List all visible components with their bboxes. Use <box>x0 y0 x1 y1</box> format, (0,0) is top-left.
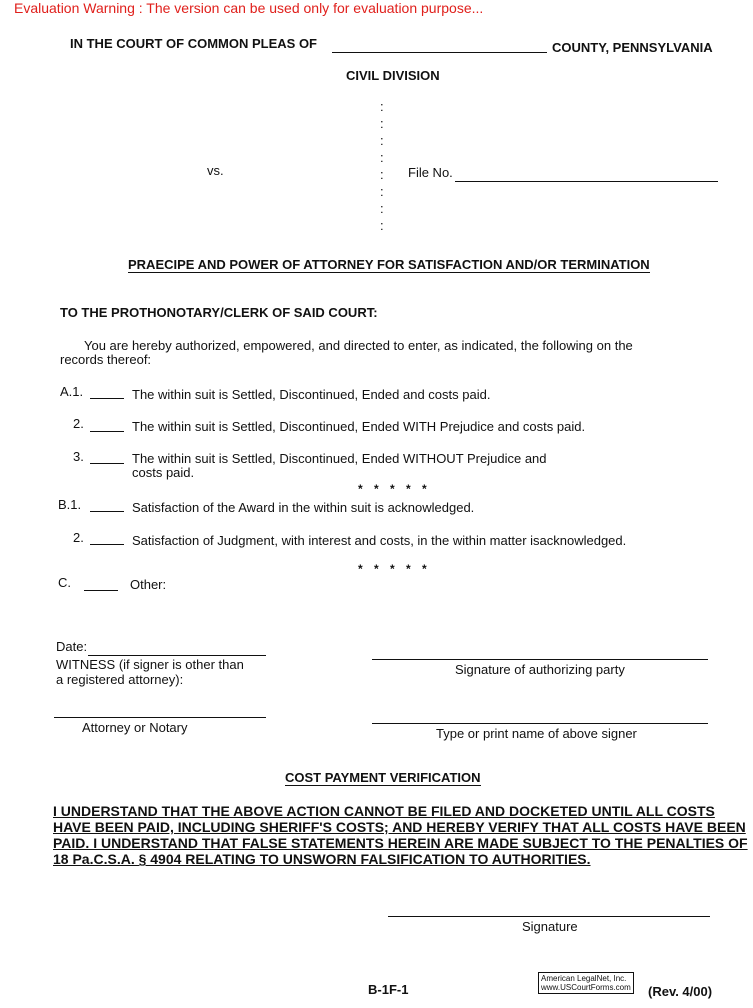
option-a2-blank[interactable] <box>90 431 124 432</box>
option-a2-text: The within suit is Settled, Discontinued, Ended WITH Prejudice and costs paid. <box>132 419 586 434</box>
cost-verification-heading: COST PAYMENT VERIFICATION <box>285 770 481 785</box>
final-signature-label: Signature <box>522 919 578 934</box>
date-field[interactable] <box>88 655 266 656</box>
option-a1-blank[interactable] <box>90 398 124 399</box>
attorney-signature-line[interactable] <box>54 717 266 718</box>
option-a3-label: 3. <box>73 449 84 464</box>
witness-label-2: a registered attorney): <box>56 672 184 687</box>
publisher-box <box>538 972 634 994</box>
file-no-label: File No. <box>408 165 453 180</box>
option-a3-blank[interactable] <box>90 463 124 464</box>
date-label: Date: <box>56 639 88 654</box>
separator-stars-2: * * * * * <box>358 562 431 576</box>
authorizing-signature-label: Signature of authorizing party <box>455 662 625 677</box>
intro-line-1: You are hereby authorized, empowered, and directed to enter, as indicated, the following on the <box>84 338 633 353</box>
form-title: PRAECIPE AND POWER OF ATTORNEY FOR SATISFACTION AND/OR TERMINATION <box>128 257 650 272</box>
witness-label-1: WITNESS (if signer is other than <box>56 657 244 672</box>
cost-line-1: I UNDERSTAND THAT THE ABOVE ACTION CANNOT BE FILED AND DOCKETED UNTIL ALL COSTS <box>53 803 715 819</box>
option-a2-label: 2. <box>73 416 84 431</box>
option-b1-label: B.1. <box>58 497 82 512</box>
option-a1-text: The within suit is Settled, Discontinued, Ended and costs paid. <box>132 387 491 402</box>
option-b2-blank[interactable] <box>90 544 124 545</box>
versus-label: vs. <box>207 163 224 178</box>
option-c-text: Other: <box>130 577 167 592</box>
option-a1-label: A.1. <box>60 384 84 399</box>
cost-line-4: 18 Pa.C.S.A. § 4904 RELATING TO UNSWORN FALSIFICATION TO AUTHORITIES. <box>53 851 591 867</box>
final-signature-line[interactable] <box>388 916 710 917</box>
option-b2-label: 2. <box>73 530 84 545</box>
publisher-url: www.USCourtForms.com <box>541 983 631 992</box>
option-b1-text: Satisfaction of the Award in the within suit is acknowledged. <box>132 500 475 515</box>
option-c-label: C. <box>58 575 71 590</box>
salutation: TO THE PROTHONOTARY/CLERK OF SAID COURT: <box>60 305 378 320</box>
evaluation-warning: Evaluation Warning : The version can be used only for evaluation purpose... <box>14 0 484 16</box>
authorizing-signature-line[interactable] <box>372 659 708 660</box>
county-name-field[interactable] <box>332 52 547 53</box>
court-heading: IN THE COURT OF COMMON PLEAS OF <box>70 36 317 51</box>
file-no-field[interactable] <box>455 181 718 182</box>
form-number: B-1F-1 <box>368 982 409 997</box>
print-name-line[interactable] <box>372 723 708 724</box>
option-b1-blank[interactable] <box>90 511 124 512</box>
print-name-label: Type or print name of above signer <box>436 726 637 741</box>
separator-stars-1: * * * * * <box>358 482 431 496</box>
intro-line-2: records thereof: <box>60 352 152 367</box>
publisher-name: American LegalNet, Inc. <box>541 974 627 983</box>
option-b2-text: Satisfaction of Judgment, with interest and costs, in the within matter isacknowledged. <box>132 533 627 548</box>
attorney-label: Attorney or Notary <box>82 720 188 735</box>
division-heading: CIVIL DIVISION <box>346 68 440 83</box>
cost-line-2: HAVE BEEN PAID, INCLUDING SHERIFF'S COSTS; AND HEREBY VERIFY THAT ALL COSTS HAVE BEEN <box>53 819 746 835</box>
option-a3-text: The within suit is Settled, Discontinued, Ended WITHOUT Prejudice and <box>132 451 547 466</box>
revision-label: (Rev. 4/00) <box>648 984 713 999</box>
cost-line-3: PAID. I UNDERSTAND THAT FALSE STATEMENTS HEREIN ARE MADE SUBJECT TO THE PENALTIES OF <box>53 835 748 851</box>
county-state: COUNTY, PENNSYLVANIA <box>552 40 713 55</box>
option-c-blank[interactable] <box>84 590 118 591</box>
option-a3-text-cont: costs paid. <box>132 465 195 480</box>
